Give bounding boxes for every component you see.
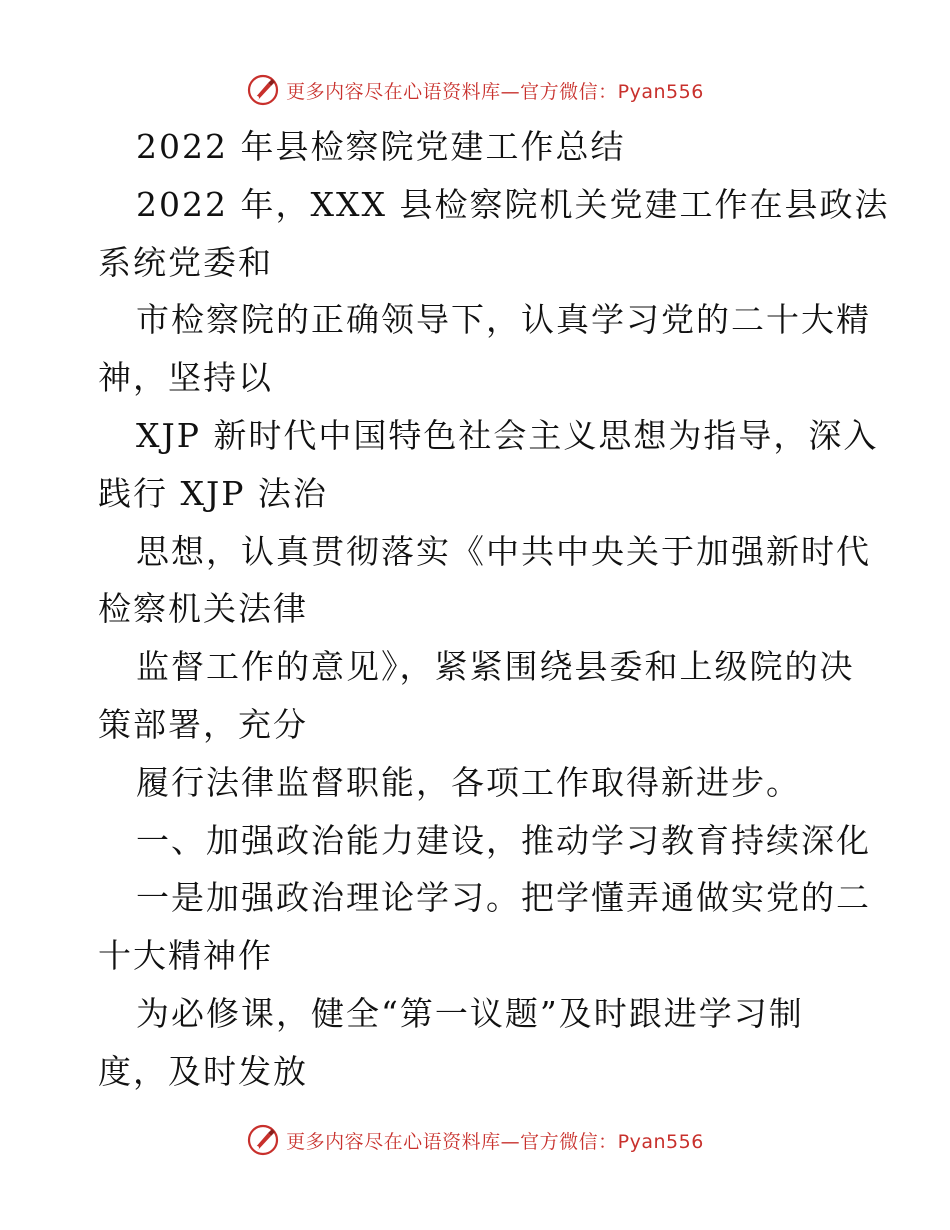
banner-text: 更多内容尽在心语资料库—官方微信：Pyan556 xyxy=(286,1130,704,1153)
text-line: 思想，认真贯彻落实《中共中央关于加强新时代 xyxy=(136,531,871,571)
watermark-banner-bottom xyxy=(0,1120,950,1160)
pen-logo-icon xyxy=(246,1123,280,1157)
text-line: 神，坚持以 xyxy=(98,358,273,398)
document-body xyxy=(98,118,890,1101)
text-line: 2022 年，XXX 县检察院机关党建工作在县政法 xyxy=(136,184,890,224)
text-line: 十大精神作 xyxy=(98,936,273,976)
watermark-banner-top xyxy=(0,70,950,110)
text-line: 系统党委和 xyxy=(98,242,273,282)
pen-logo-icon xyxy=(246,73,280,107)
text-line: 一、加强政治能力建设，推动学习教育持续深化 xyxy=(136,820,871,860)
text-line: 履行法律监督职能，各项工作取得新进步。 xyxy=(136,762,801,802)
text-line: 践行 XJP 法治 xyxy=(98,473,328,513)
text-line: 2022 年县检察院党建工作总结 xyxy=(136,127,626,166)
text-line: 为必修课，健全“第一议题”及时跟进学习制 xyxy=(136,993,804,1033)
text-line: 监督工作的意见》，紧紧围绕县委和上级院的决 xyxy=(136,647,855,687)
banner-text: 更多内容尽在心语资料库—官方微信：Pyan556 xyxy=(286,80,704,103)
text-line: 一是加强政治理论学习。把学懂弄通做实党的二 xyxy=(136,878,871,918)
text-line: 检察机关法律 xyxy=(98,589,308,629)
text-line: XJP 新时代中国特色社会主义思想为指导，深入 xyxy=(136,415,879,455)
text-line: 度，及时发放 xyxy=(98,1051,308,1091)
text-line: 策部署，充分 xyxy=(98,704,308,744)
text-line: 市检察院的正确领导下，认真学习党的二十大精 xyxy=(136,300,871,340)
